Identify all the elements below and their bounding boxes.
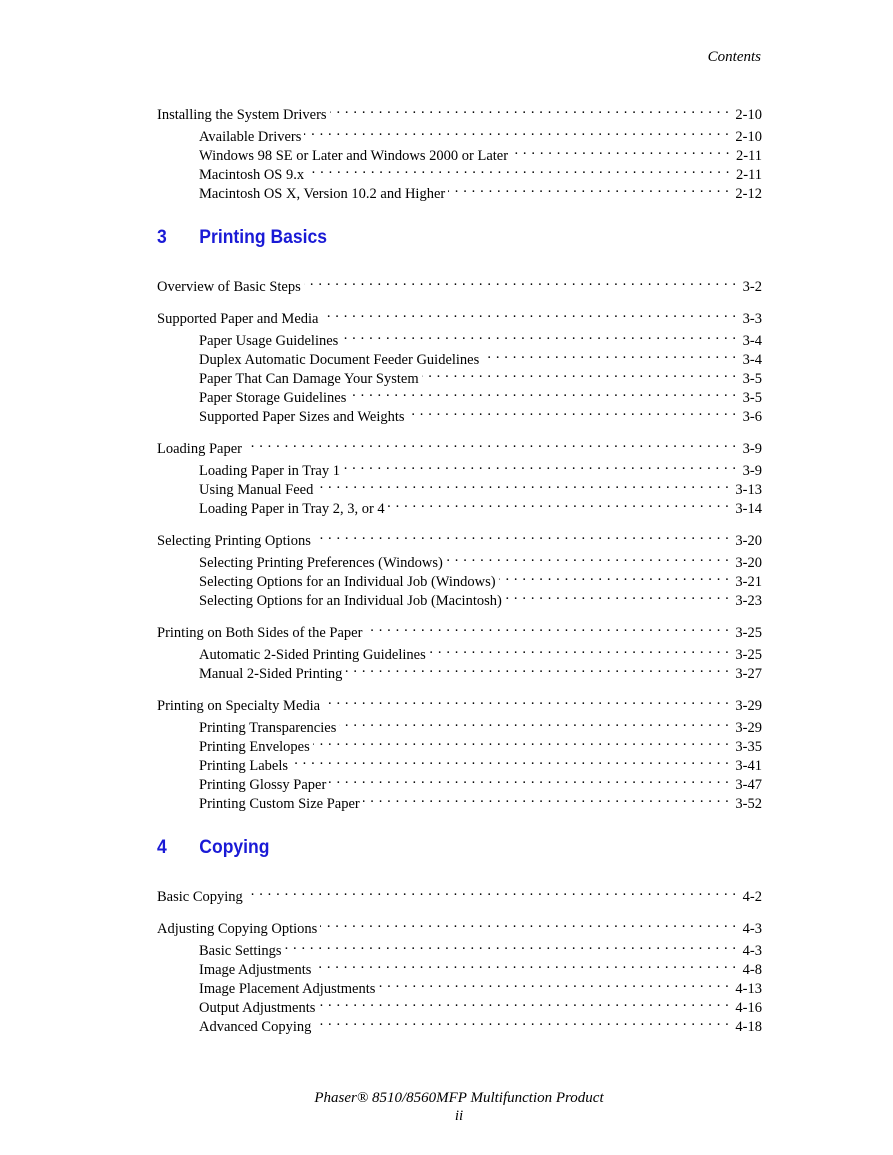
toc-subentry-page-number: 3-47 (735, 777, 762, 793)
toc-section-group (157, 304, 762, 425)
toc-entry-page-number: 2-10 (735, 107, 762, 123)
dot-leader (365, 618, 729, 637)
dot-leader (304, 122, 729, 141)
toc-subentry-title: Paper Storage Guidelines (199, 390, 347, 406)
toc-subentry-page-number: 3-20 (735, 555, 762, 571)
toc-subentry-title: Printing Custom Size Paper (199, 796, 360, 812)
toc-subentry-title: Printing Envelopes (199, 739, 310, 755)
dot-leader (341, 326, 736, 345)
dot-leader (307, 160, 730, 179)
toc-subentry-title: Windows 98 SE or Later and Windows 2000 or Later (199, 148, 509, 164)
toc-subentry-title: Basic Settings (199, 943, 282, 959)
toc-subentry-page-number: 3-41 (735, 758, 762, 774)
toc-section-group (157, 526, 762, 609)
dot-leader (318, 993, 729, 1012)
dot-leader (316, 475, 729, 494)
toc-subentry[interactable] (157, 456, 762, 479)
table-of-contents (157, 100, 762, 1044)
toc-subentry-title: Image Placement Adjustments (199, 981, 376, 997)
running-head: Contents (707, 49, 761, 65)
dot-leader (499, 567, 730, 586)
dot-leader (343, 456, 737, 475)
toc-subentry-page-number: 2-11 (735, 148, 762, 164)
dot-leader (314, 526, 730, 545)
toc-subentry-title: Duplex Automatic Document Feeder Guidelines (199, 352, 480, 368)
dot-leader (314, 955, 736, 974)
dot-leader (246, 882, 737, 901)
dot-leader (349, 383, 736, 402)
dot-leader (291, 751, 729, 770)
toc-entry-page-number: 3-3 (742, 311, 762, 327)
dot-leader (245, 434, 737, 453)
toc-subentry-page-number: 3-4 (742, 333, 762, 349)
toc-subentry-title: Manual 2-Sided Printing (199, 666, 343, 682)
toc-subentry-page-number: 3-35 (735, 739, 762, 755)
toc-entry-page-number: 4-2 (742, 889, 762, 905)
toc-section-group (157, 434, 762, 517)
toc-subentry-title: Macintosh OS 9.x (199, 167, 305, 183)
toc-entry-title: Printing on Specialty Media (157, 698, 321, 714)
footer-product-name: Phaser® 8510/8560MFP Multifunction Product (314, 1090, 604, 1106)
dot-leader (320, 914, 736, 933)
dot-leader (285, 936, 737, 955)
toc-entry-page-number: 3-2 (742, 279, 762, 295)
toc-subentry-page-number: 3-4 (742, 352, 762, 368)
toc-entry-page-number: 3-25 (735, 625, 762, 641)
dot-leader (323, 691, 729, 710)
toc-entry[interactable] (157, 618, 762, 641)
toc-subentry-title: Macintosh OS X, Version 10.2 and Higher (199, 186, 446, 202)
dot-leader (329, 770, 729, 789)
dot-leader (378, 974, 729, 993)
dot-leader (511, 141, 730, 160)
toc-entry-title: Loading Paper (157, 441, 242, 457)
toc-subentry-page-number: 3-5 (742, 371, 762, 387)
toc-subentry-page-number: 4-16 (735, 1000, 762, 1016)
toc-entry-title: Installing the System Drivers (157, 107, 327, 123)
toc-entry-page-number: 3-29 (735, 698, 762, 714)
toc-entry[interactable] (157, 304, 762, 327)
dot-leader (321, 304, 736, 323)
toc-subentry-page-number: 3-9 (742, 463, 762, 479)
chapter-number: 4 (157, 836, 167, 858)
toc-entry-title: Adjusting Copying Options (157, 921, 318, 937)
dot-leader (429, 640, 730, 659)
chapter-heading[interactable] (157, 836, 702, 862)
toc-entry-page-number: 3-20 (735, 533, 762, 549)
toc-entry-title: Selecting Printing Options (157, 533, 311, 549)
toc-subentry-page-number: 3-6 (742, 409, 762, 425)
toc-subentry-page-number: 3-5 (742, 390, 762, 406)
toc-subentry-title: Selecting Printing Preferences (Windows) (199, 555, 443, 571)
toc-subentry-title: Paper Usage Guidelines (199, 333, 339, 349)
toc-subentry-page-number: 3-29 (735, 720, 762, 736)
toc-subentry-title: Loading Paper in Tray 1 (199, 463, 340, 479)
toc-subentry-title: Using Manual Feed (199, 482, 314, 498)
dot-leader (330, 100, 730, 119)
toc-subentry-page-number: 4-13 (735, 981, 762, 997)
toc-subentry-page-number: 3-21 (735, 574, 762, 590)
toc-subentry-page-number: 4-18 (735, 1019, 762, 1035)
chapter-title: Copying (199, 836, 270, 858)
toc-entry-page-number: 3-9 (742, 441, 762, 457)
toc-subentry-title: Automatic 2-Sided Printing Guidelines (199, 647, 426, 663)
toc-section-group (157, 100, 762, 202)
toc-entry-title: Printing on Both Sides of the Paper (157, 625, 363, 641)
toc-entry[interactable] (157, 882, 762, 905)
toc-section-group (157, 882, 762, 905)
toc-entry-title: Basic Copying (157, 889, 243, 905)
toc-entry-page-number: 4-3 (742, 921, 762, 937)
toc-entry[interactable] (157, 691, 762, 714)
chapter-title: Printing Basics (199, 226, 328, 248)
toc-subentry-title: Available Drivers (199, 129, 302, 145)
dot-leader (408, 402, 737, 421)
dot-leader (339, 713, 729, 732)
toc-subentry-title: Selecting Options for an Individual Job (Macintosh) (199, 593, 502, 609)
dot-leader (363, 789, 730, 808)
chapter-number: 3 (157, 226, 167, 248)
toc-subentry-page-number: 4-3 (742, 943, 762, 959)
toc-subentry-page-number: 3-52 (735, 796, 762, 812)
dot-leader (313, 732, 730, 751)
toc-subentry-title: Supported Paper Sizes and Weights (199, 409, 405, 425)
toc-subentry-title: Image Adjustments (199, 962, 312, 978)
toc-subentry-page-number: 4-8 (742, 962, 762, 978)
toc-subentry-page-number: 2-11 (735, 167, 762, 183)
toc-entry-title: Supported Paper and Media (157, 311, 319, 327)
toc-subentry-title: Loading Paper in Tray 2, 3, or 4 (199, 501, 385, 517)
toc-subentry-page-number: 3-14 (735, 501, 762, 517)
toc-subentry-title: Advanced Copying (199, 1019, 312, 1035)
toc-subentry-page-number: 3-23 (735, 593, 762, 609)
toc-entry[interactable] (157, 434, 762, 457)
toc-entry[interactable] (157, 526, 762, 549)
toc-subentry-page-number: 3-13 (735, 482, 762, 498)
dot-leader (448, 179, 729, 198)
toc-entry[interactable] (157, 272, 762, 295)
toc-section-group (157, 618, 762, 682)
toc-subentry-title: Printing Transparencies (199, 720, 337, 736)
toc-section-group (157, 914, 762, 1035)
dot-leader (505, 586, 730, 605)
toc-entry-title: Overview of Basic Steps (157, 279, 301, 295)
toc-subentry-title: Output Adjustments (199, 1000, 316, 1016)
toc-subentry-title: Printing Glossy Paper (199, 777, 327, 793)
toc-entry[interactable] (157, 100, 762, 123)
toc-subentry-page-number: 3-27 (735, 666, 762, 682)
dot-leader (314, 1012, 729, 1031)
toc-subentry-title: Selecting Options for an Individual Job (Windows) (199, 574, 496, 590)
page-footer (0, 1089, 893, 1125)
dot-leader (388, 494, 730, 513)
chapter-heading[interactable] (157, 226, 702, 252)
dot-leader (446, 548, 730, 567)
toc-subentry-title: Paper That Can Damage Your System (199, 371, 419, 387)
dot-leader (304, 272, 737, 291)
dot-leader (422, 364, 737, 383)
dot-leader (345, 659, 729, 678)
toc-subentry-page-number: 2-10 (735, 129, 762, 145)
toc-subentry-title: Printing Labels (199, 758, 289, 774)
toc-subentry-page-number: 2-12 (735, 186, 762, 202)
footer-page-number: ii (454, 1108, 464, 1124)
dot-leader (482, 345, 736, 364)
toc-entry[interactable] (157, 914, 762, 937)
toc-subentry-page-number: 3-25 (735, 647, 762, 663)
toc-section-group (157, 691, 762, 812)
toc-section-group (157, 272, 762, 295)
